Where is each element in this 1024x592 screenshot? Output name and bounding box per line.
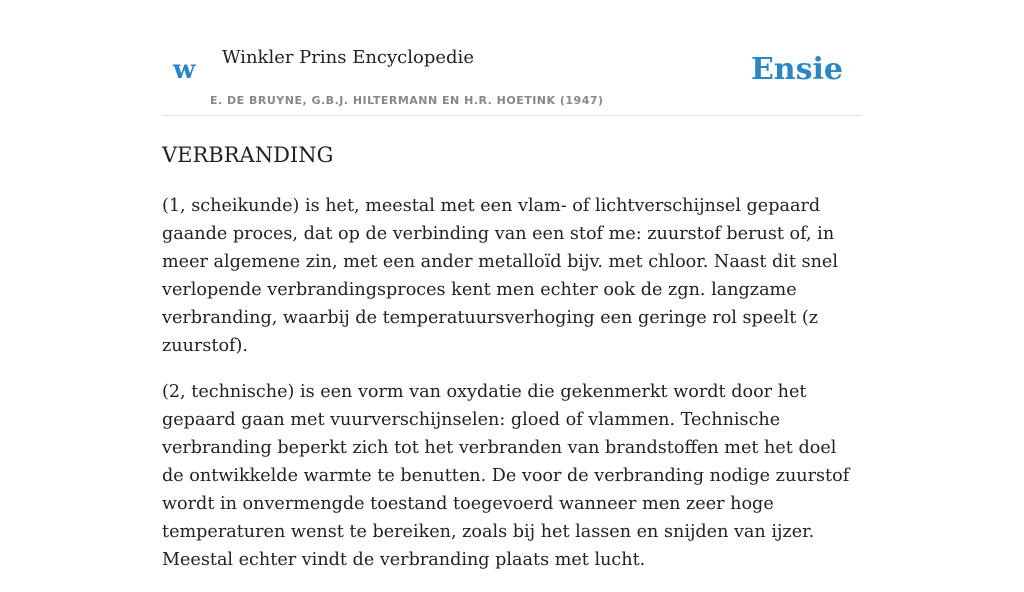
encyclopedia-logo[interactable]: w [173, 55, 196, 85]
article-body [162, 192, 862, 592]
page [162, 0, 862, 570]
article-paragraph: (2, technische) is een vorm van oxydatie die gekenmerkt wordt door het gepaard gaan met vuurverschijnselen: gloed of vlammen. Technische verbranding beperkt zich tot het verbranden van brandstoffen met het doel de ontwikkelde warmte te benutten. De voor de verbranding nodige zuurstof wordt in onvermengde toestand toegevoerd wanneer men zeer hoge temperaturen wenst te bereiken, zoals bij het lassen en snijden van ijzer. Meestal echter vindt de verbranding plaats met lucht. [162, 382, 850, 570]
encyclopedia-title[interactable]: Winkler Prins Encyclopedie [222, 47, 474, 68]
encyclopedia-authors: E. DE BRUYNE, G.B.J. HILTERMANN EN H.R. HOETINK (1947) [210, 94, 604, 107]
ensie-logo[interactable]: Ensie [750, 52, 843, 87]
article-headword: VERBRANDING [162, 143, 334, 167]
article-paragraph: (1, scheikunde) is het, meestal met een vlam- of lichtverschijnsel gepaard gaande proces, dat op de verbinding van een stof me: zuurstof berust of, in meer algemene zin, met een ander metalloïd bijv. met chloor. Naast dit snel verlopende verbrandingsproces kent men echter ook de zgn. langzame verbranding, waarbij de temperatuursverhoging een geringe rol speelt (z zuurstof). [162, 196, 838, 356]
header-divider [162, 115, 862, 116]
